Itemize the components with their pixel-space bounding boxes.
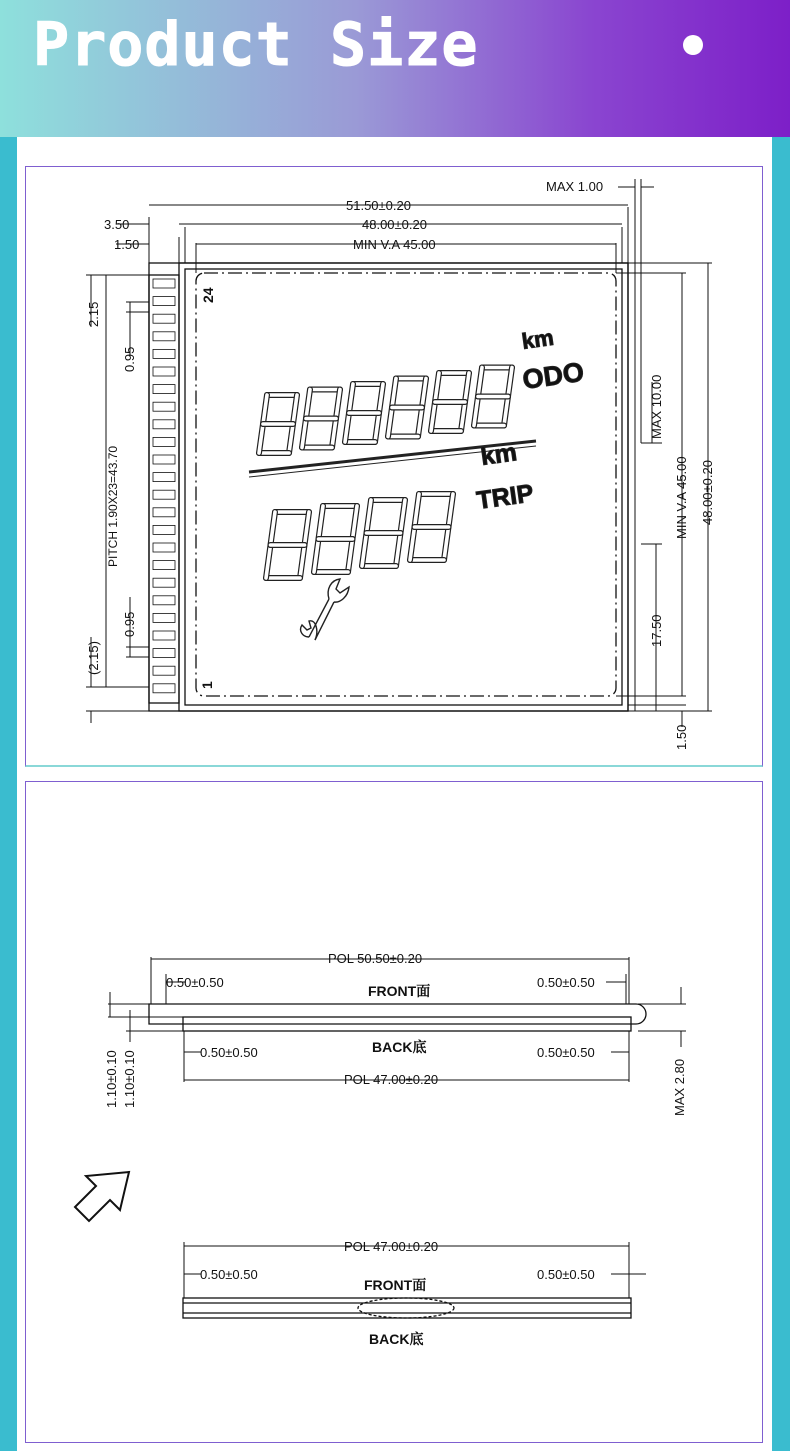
lcd-segment [305,512,310,545]
header-dot [683,35,703,55]
lcd-segment [410,527,415,560]
connector-pin [153,367,175,376]
lcd-segment [319,506,324,539]
lcd-segment [401,500,406,533]
module-outline [149,263,628,711]
connector-pin [153,402,175,411]
dim-2-15-ref: (2.15) [86,641,101,675]
lcd-segment [449,494,454,527]
connector-pin [153,684,175,693]
side1-back: BACK底 [372,1039,427,1055]
lcd-segment [300,545,305,578]
page-title: Product Size [33,10,479,80]
connector-pin [153,525,175,534]
dim-min-va-h: MIN V.A 45.00 [674,456,689,539]
dim-0-95-bottom: 0.95 [122,611,137,637]
connector-pin [153,578,175,587]
dim-51-50: 51.50±0.20 [346,198,411,213]
lcd-segment [353,506,358,539]
side1-right-top: 0.50±0.50 [537,975,595,990]
dim-1-50: 1.50 [114,237,140,252]
dim-3-50: 3.50 [104,217,130,232]
lcd-segment [271,512,276,545]
side1-max-2-80: MAX 2.80 [672,1058,687,1116]
dim-0-95-top: 0.95 [122,346,137,372]
side1-right-bottom: 0.50±0.50 [537,1045,595,1060]
side1-1-10-a: 1.10±0.10 [104,1050,119,1108]
lcd-segment [362,533,367,566]
pin-24-label: 24 [200,287,216,303]
connector-pin [153,279,175,288]
side2-front: FRONT面 [364,1277,427,1293]
connector-pin [153,543,175,552]
side1-pol-bottom: POL 47.00±0.20 [344,1072,439,1087]
km-mid-label: km [478,438,519,471]
lcd-segment [367,500,372,533]
side-view-drawing [26,782,764,1444]
connector-pin [153,349,175,358]
side2-right: 0.50±0.50 [537,1267,595,1282]
side1-1-10-b: 1.10±0.10 [122,1050,137,1108]
side2-pol: POL 47.00±0.20 [344,1239,439,1254]
km-top-label: km [520,324,556,354]
side2-labels [200,1239,595,1347]
side1-left-top: 0.50±0.50 [166,975,224,990]
side-view-panel [25,781,763,1443]
connector-pin [153,473,175,482]
dim-max-10: MAX 10.00 [649,374,664,439]
connector-pin [153,437,175,446]
connector-pin [153,596,175,605]
dim-48-00: 48.00±0.20 [362,217,427,232]
lcd-segment [396,533,401,566]
connector-pin [153,613,175,622]
odo-label: ODO [520,356,586,395]
connector-pin [153,490,175,499]
view-direction-arrow-icon [75,1172,129,1221]
header-banner [0,0,790,137]
side1-front: FRONT面 [368,983,431,999]
trip-digits [266,494,453,578]
wrench-icon [301,579,349,640]
connector-pin [153,631,175,640]
connector-pin [153,561,175,570]
dim-max-100: MAX 1.00 [546,179,604,194]
front-view-drawing [26,167,764,768]
dim-2-15: 2.15 [86,301,101,327]
pin-1-label: 1 [199,681,215,689]
connector-pin [153,385,175,394]
dim-17-50: 17.50 [649,614,664,647]
connector-pin [153,666,175,675]
connector-pin [153,420,175,429]
odo-digits [259,368,512,454]
dim-pitch: PITCH 1.90X23=43.70 [106,445,120,567]
side1-labels [104,951,687,1116]
dim-min-va: MIN V.A 45.00 [353,237,436,252]
dim-1-50-bottom: 1.50 [674,724,689,750]
connector-pin [153,455,175,464]
connector-pin [153,649,175,658]
lcd-segment [415,494,420,527]
lcd-segment [348,539,353,572]
side2-back: BACK底 [369,1331,424,1347]
lcd-segment [444,527,449,560]
connector-pin [153,314,175,323]
lcd-segment [266,545,271,578]
dim-48-00-h: 48.00±0.20 [700,460,715,525]
side1-left-bottom: 0.50±0.50 [200,1045,258,1060]
connector-pin [153,297,175,306]
side2-left: 0.50±0.50 [200,1267,258,1282]
front-view-panel [25,166,763,767]
connector-pin [153,332,175,341]
connector-pin [153,508,175,517]
content-area [17,137,772,1451]
trip-label: TRIP [474,479,536,515]
side1-pol-top: POL 50.50±0.20 [328,951,423,966]
front-dim-labels [86,179,715,750]
lcd-segment [314,539,319,572]
